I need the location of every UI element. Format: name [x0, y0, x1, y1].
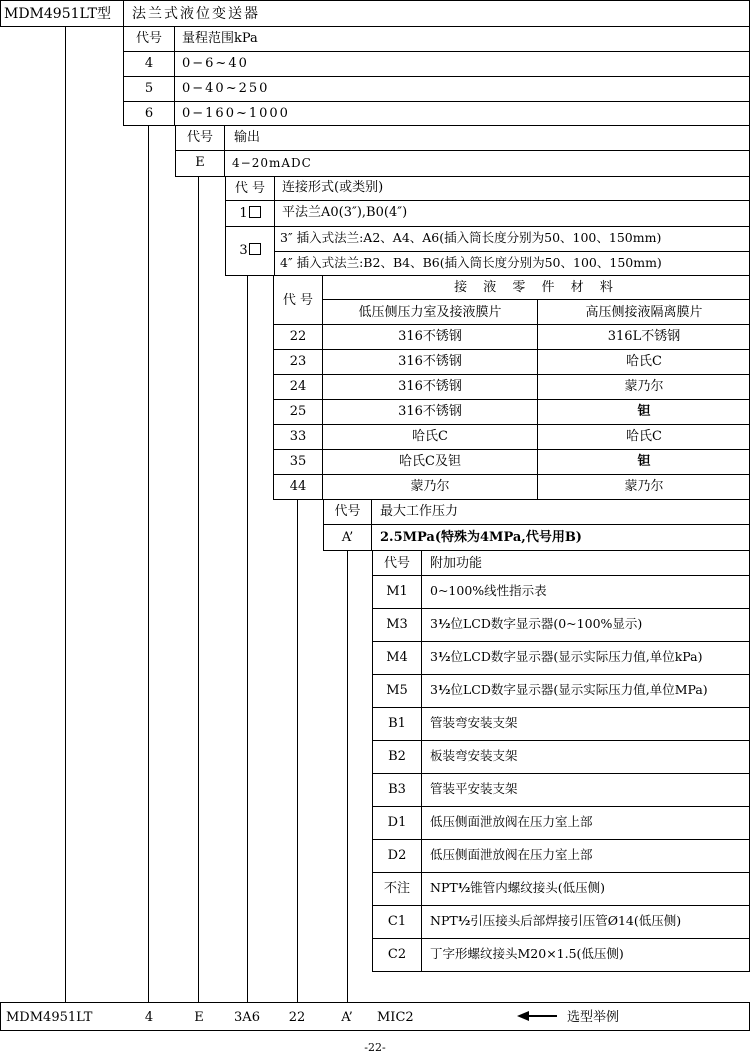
material-high: 蒙乃尔 — [624, 379, 664, 394]
example-row — [0, 1002, 750, 1031]
function-prefix: 3 — [430, 682, 438, 697]
pressure-value: 2.5MPa(特殊为4MPa,代号用B) — [380, 530, 582, 545]
function-code: B1 — [388, 716, 406, 731]
function-text: 位LCD数字显示器(显示实际压力值,单位kPa) — [450, 649, 703, 664]
function-desc — [430, 618, 642, 631]
material-high: 哈氏C — [626, 354, 662, 369]
connection-text-3b: 4″ 插入式法兰:B2、B4、B6(插入筒长度分别为50、100、150mm) — [280, 255, 662, 270]
function-code: C2 — [387, 947, 407, 962]
function-prefix: NPT — [430, 880, 458, 895]
function-fraction: ½ — [437, 650, 451, 664]
function-desc — [430, 948, 624, 961]
function-prefix: NPT — [430, 913, 458, 928]
material-code: 23 — [289, 354, 307, 369]
model-label: MDM4951LT型 — [4, 6, 112, 22]
material-col-high: 高压侧接液隔离膜片 — [585, 305, 703, 320]
range-value: 0−6~40 — [182, 56, 249, 71]
material-high: 哈氏C — [626, 429, 662, 444]
connection-code-3: 3 — [226, 243, 274, 257]
pressure-heading: 最大工作压力 — [380, 504, 459, 519]
function-code: M3 — [386, 617, 408, 632]
checkbox-icon — [249, 206, 261, 218]
function-desc — [430, 882, 605, 895]
connection-code-header: 代 号 — [234, 181, 266, 196]
function-text: 丁字形螺纹接头M20×1.5(低压侧) — [430, 946, 624, 961]
material-code: 25 — [289, 404, 307, 419]
range-code: 5 — [144, 81, 154, 96]
example-output: E — [194, 1010, 204, 1025]
function-text: 低压侧面泄放阀在压力室上部 — [430, 847, 593, 862]
material-low: 蒙乃尔 — [410, 479, 450, 494]
connection-code-1: 1 — [226, 206, 274, 220]
function-text: 管装弯安装支架 — [430, 715, 518, 730]
material-code: 24 — [289, 379, 307, 394]
function-desc — [430, 849, 593, 862]
output-value: 4−20mADC — [232, 156, 312, 170]
page-title: 法兰式液位变送器 — [132, 6, 260, 22]
function-code: B3 — [388, 782, 406, 797]
range-value: 0−40~250 — [182, 81, 270, 96]
pressure-code-header: 代号 — [334, 504, 361, 519]
function-desc — [430, 816, 593, 829]
function-code: D2 — [387, 848, 407, 863]
function-fraction: ½ — [437, 683, 451, 697]
functions-table — [372, 550, 750, 972]
function-desc — [430, 915, 681, 928]
function-text: 管装平安装支架 — [430, 781, 518, 796]
output-heading: 输出 — [234, 130, 261, 145]
material-low: 316不锈钢 — [398, 354, 462, 369]
material-low: 316不锈钢 — [398, 379, 462, 394]
material-high: 钽 — [637, 404, 651, 419]
material-code: 35 — [289, 454, 307, 469]
functions-code-header: 代号 — [383, 556, 410, 571]
function-code: M4 — [386, 650, 408, 665]
function-code: M1 — [386, 584, 408, 599]
material-heading: 接 液 零 件 材 料 — [454, 280, 619, 295]
function-code: 不注 — [383, 881, 410, 896]
function-desc — [430, 651, 702, 664]
material-col-low: 低压侧压力室及接液膜片 — [358, 305, 502, 320]
output-code-header: 代号 — [186, 130, 213, 145]
material-code-header: 代 号 — [282, 293, 314, 308]
material-code: 33 — [289, 429, 307, 444]
function-code: D1 — [387, 815, 407, 830]
output-code: E — [195, 155, 205, 170]
function-text: 0~100%线性指示表 — [430, 583, 547, 598]
checkbox-icon — [249, 243, 261, 255]
example-pressure: A’ — [341, 1010, 353, 1025]
connection-heading: 连接形式(或类别) — [282, 180, 384, 195]
material-code: 22 — [289, 329, 307, 344]
function-desc — [430, 585, 547, 598]
function-text: 位LCD数字显示器(显示实际压力值,单位MPa) — [450, 682, 708, 697]
function-desc — [430, 783, 518, 796]
example-model: MDM4951LT — [6, 1010, 93, 1025]
material-code: 44 — [289, 479, 307, 494]
function-code: M5 — [386, 683, 408, 698]
left-arrow-icon — [517, 1010, 557, 1022]
material-low: 哈氏C及钽 — [399, 454, 461, 469]
functions-heading: 附加功能 — [430, 556, 483, 571]
function-text: 引压接头后部焊接引压管Ø14(低压侧) — [470, 913, 682, 928]
example-material: 22 — [288, 1010, 306, 1025]
connection-text-1: 平法兰A0(3″),B0(4″) — [282, 205, 408, 220]
material-high: 316L不锈钢 — [607, 329, 681, 344]
material-high: 钽 — [637, 454, 651, 469]
range-value: 0−160~1000 — [182, 106, 290, 121]
function-fraction: ½ — [457, 914, 471, 928]
example-range: 4 — [144, 1010, 154, 1025]
range-code: 4 — [144, 56, 154, 71]
function-text: 位LCD数字显示器(0~100%显示) — [450, 616, 643, 631]
page-number: -22- — [364, 1041, 386, 1054]
range-code-header: 代号 — [135, 31, 162, 46]
material-low: 316不锈钢 — [398, 404, 462, 419]
function-code: C1 — [387, 914, 407, 929]
pressure-code: A’ — [341, 530, 354, 545]
function-desc — [430, 684, 708, 697]
material-low: 316不锈钢 — [398, 329, 462, 344]
function-desc — [430, 717, 518, 730]
material-high: 蒙乃尔 — [624, 479, 664, 494]
connection-text-3a: 3″ 插入式法兰:A2、A4、A6(插入筒长度分别为50、100、150mm) — [280, 230, 662, 245]
function-text: 低压侧面泄放阀在压力室上部 — [430, 814, 593, 829]
range-heading: 量程范围kPa — [182, 31, 258, 46]
material-low: 哈氏C — [412, 429, 448, 444]
function-text: 板装弯安装支架 — [430, 748, 518, 763]
function-prefix: 3 — [430, 616, 438, 631]
example-function: MIC2 — [377, 1010, 414, 1025]
range-code: 6 — [144, 106, 154, 121]
example-label: 选型举例 — [567, 1010, 620, 1025]
function-fraction: ½ — [457, 881, 471, 895]
function-desc — [430, 750, 518, 763]
function-text: 锥管内螺纹接头(低压侧) — [470, 880, 605, 895]
function-fraction: ½ — [437, 617, 451, 631]
example-connection: 3A6 — [234, 1010, 260, 1025]
function-code: B2 — [388, 749, 406, 764]
function-prefix: 3 — [430, 649, 438, 664]
